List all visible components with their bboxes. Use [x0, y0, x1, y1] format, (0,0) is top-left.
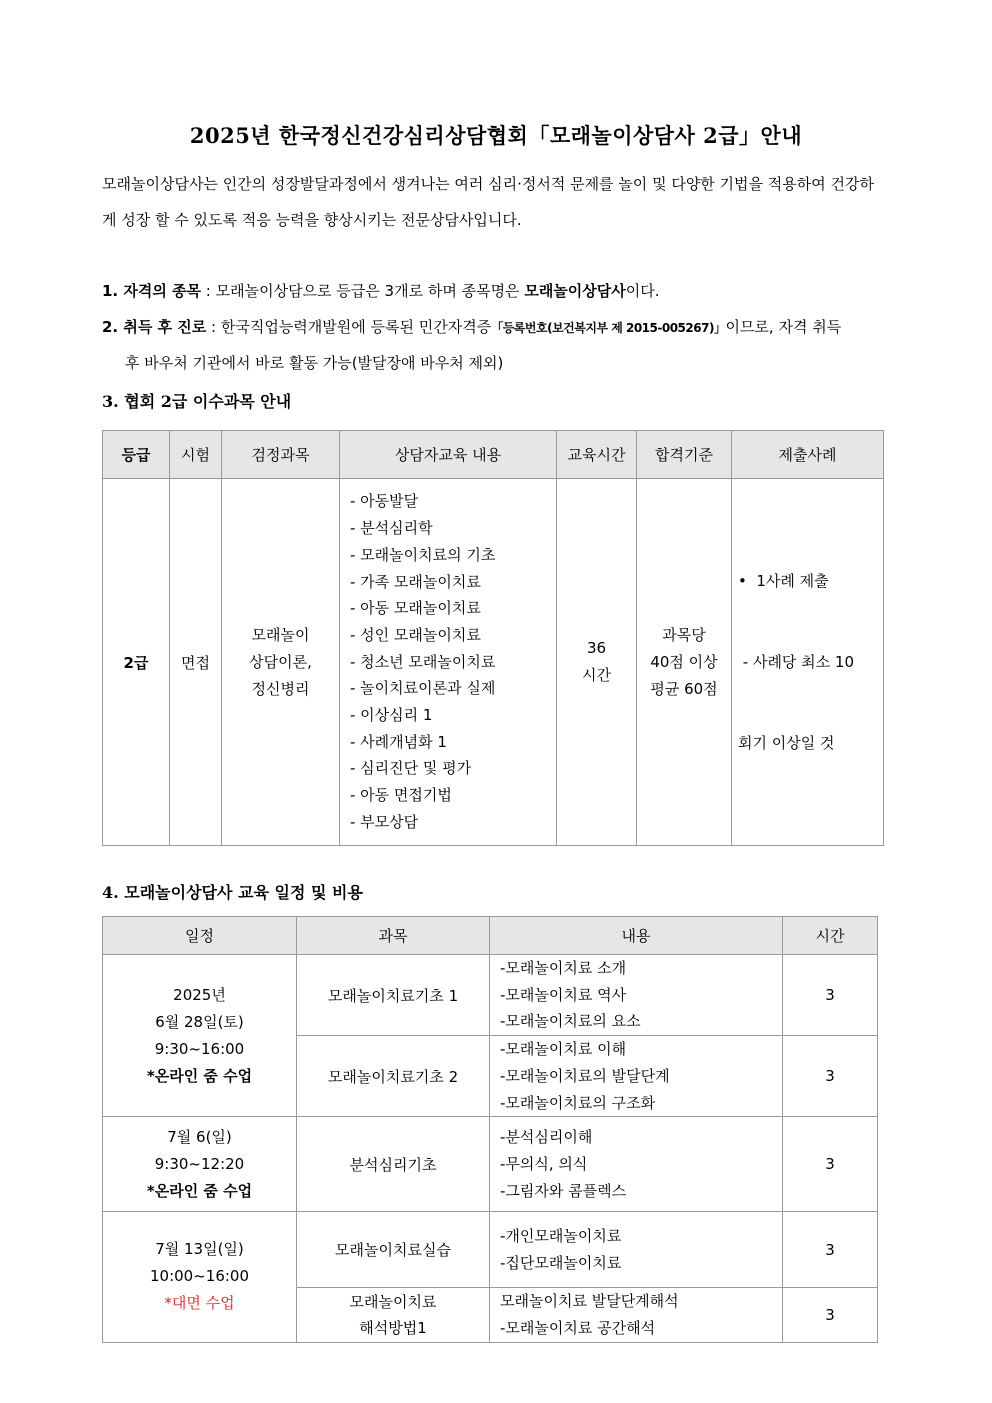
header-case: 제출사례 [732, 431, 884, 479]
list-item: -그림자와 콤플렉스 [500, 1181, 627, 1200]
pass-line: 평균 60점 [650, 679, 718, 698]
list-item: -모래놀이치료 소개 [500, 959, 627, 977]
grade-cell: 2급 [103, 479, 170, 846]
course-name: 해석방법1 [359, 1318, 427, 1337]
course-items [490, 955, 783, 1036]
list-item: - 이상심리 1 [350, 706, 433, 725]
list-item: - 심리진단 및 평가 [350, 759, 472, 778]
list-item: -모래놀이치료 공간해석 [500, 1318, 656, 1337]
course-name: 분석심리기초 [297, 1117, 490, 1212]
subject-line: 상담이론, [249, 652, 312, 671]
date-line: 2025년 [173, 985, 226, 1004]
header-course: 과목 [297, 917, 490, 955]
date-line: 9:30~12:20 [154, 1154, 245, 1173]
date-line: 10:00~16:00 [149, 1267, 250, 1286]
document-title: 2025년 한국정신건강심리상담협회「모래놀이상담사 2급」안내 [189, 123, 803, 148]
list-item: -모래놀이치료 역사 [500, 985, 627, 1004]
list-item: - 아동 모래놀이치료 [350, 599, 481, 618]
list-item: - 아동발달 [350, 492, 419, 511]
pass-criteria-cell [637, 479, 732, 846]
table-row [103, 1212, 878, 1288]
intro-paragraph: 모래놀이상담사는 인간의 성장발달과정에서 생겨나는 여러 심리·정서적 문제를 놀이 및 다양한 기법을 적용하여 건강하게 성장 할 수 있도록 적응 능력을 향상시키는 전문상담사입니다. [102, 175, 874, 229]
course-hours: 3 [783, 1288, 878, 1342]
registration-number: 「등록번호(보건복지부 제 2015-005267)」 [491, 321, 726, 335]
session-1-date-cell [103, 955, 297, 1117]
section-1-text-b: 이다. [625, 282, 660, 300]
case-line: 회기 이상일 것 [738, 733, 835, 752]
course-hours: 3 [783, 1036, 878, 1117]
list-item: -무의식, 의식 [500, 1154, 588, 1173]
list-item: - 아동 면접기법 [350, 786, 452, 805]
contents-list [340, 488, 556, 835]
list-item: - 청소년 모래놀이치료 [350, 652, 496, 671]
section-4-heading: 4. 모래놀이상담사 교육 일정 및 비용 [102, 883, 363, 902]
section-1-name: 모래놀이상담사 [524, 282, 626, 300]
course-name: 모래놀이치료실습 [297, 1212, 490, 1288]
course-hours: 3 [783, 1212, 878, 1288]
section-2-label: 2. 취득 후 진로 [102, 318, 207, 336]
list-item: -모래놀이치료의 구조화 [500, 1093, 656, 1112]
course-items [490, 1117, 783, 1212]
list-item: -모래놀이치료 이해 [500, 1040, 627, 1059]
section-3-heading: 3. 협회 2급 이수과목 안내 [102, 392, 292, 411]
course-hours: 3 [783, 955, 878, 1036]
list-item: - 모래놀이치료의 기초 [350, 545, 496, 564]
list-item: 모래놀이치료 발달단계해석 [500, 1292, 679, 1311]
list-item: - 놀이치료이론과 실제 [350, 679, 496, 698]
section-1-label: 1. 자격의 종목 [102, 282, 202, 300]
curriculum-header-row [103, 431, 884, 479]
course-hours: 3 [783, 1117, 878, 1212]
section-2-line-2: 후 바우처 기관에서 바로 활동 가능(발달장애 바우처 제외) [125, 354, 504, 372]
date-line: 9:30~16:00 [154, 1039, 245, 1058]
header-hours: 교육시간 [557, 431, 637, 479]
header-grade: 등급 [103, 431, 170, 479]
date-line: 6월 28일(토) [155, 1012, 244, 1031]
course-name: 모래놀이치료 [349, 1292, 437, 1311]
session-3-date-cell [103, 1212, 297, 1342]
header-content: 내용 [490, 917, 783, 955]
course-items [490, 1212, 783, 1288]
session-mode: *온라인 줌 수업 [146, 1066, 253, 1085]
header-pass: 합격기준 [637, 431, 732, 479]
case-line: • 1사례 제출 [738, 571, 829, 590]
section-2-text-b: 이므로, 자격 취득 [725, 318, 842, 336]
section-1-text-a: : 모래놀이상담으로 등급은 3개로 하며 종목명은 [201, 282, 525, 300]
pass-line: 과목당 [662, 625, 706, 644]
table-row [103, 1117, 878, 1212]
case-line: - 사례당 최소 10 [738, 652, 855, 671]
session-mode: *대면 수업 [164, 1294, 235, 1313]
exam-cell: 면접 [170, 479, 222, 846]
list-item: -개인모래놀이치료 [500, 1227, 622, 1246]
list-item: - 성인 모래놀이치료 [350, 625, 481, 644]
hours-line: 시간 [582, 666, 611, 684]
header-subject: 검정과목 [222, 431, 340, 479]
case-cell [732, 479, 884, 846]
header-time: 시간 [783, 917, 878, 955]
course-items [490, 1288, 783, 1342]
session-mode: *온라인 줌 수업 [146, 1181, 253, 1200]
pass-line: 40점 이상 [650, 652, 718, 671]
list-item: - 사례개념화 1 [350, 732, 447, 751]
section-2-career [102, 316, 887, 337]
list-item: -모래놀이치료의 요소 [500, 1012, 641, 1031]
section-2-text-a: : 한국직업능력개발원에 등록된 민간자격증 [206, 318, 492, 336]
hours-cell [557, 479, 637, 846]
list-item: -집단모래놀이치료 [500, 1253, 622, 1272]
header-date: 일정 [103, 917, 297, 955]
list-item: -모래놀이치료의 발달단계 [500, 1066, 670, 1085]
date-line: 7월 6(일) [167, 1127, 232, 1146]
course-name: 모래놀이치료기초 1 [297, 955, 490, 1036]
date-line: 7월 13일(일) [155, 1240, 244, 1259]
header-exam: 시험 [170, 431, 222, 479]
contents-cell [340, 479, 557, 846]
subject-line: 모래놀이 [251, 625, 310, 644]
course-name: 모래놀이치료기초 2 [297, 1036, 490, 1117]
header-contents: 상담자교육 내용 [340, 431, 557, 479]
session-2-date-cell [103, 1117, 297, 1212]
curriculum-table [102, 430, 884, 846]
course-items [490, 1036, 783, 1117]
list-item: -분석심리이해 [500, 1128, 593, 1147]
course-name-cell [297, 1288, 490, 1342]
list-item: - 부모상담 [350, 812, 419, 831]
subject-cell [222, 479, 340, 846]
table-row [103, 955, 878, 1036]
subject-line: 정신병리 [251, 679, 310, 698]
schedule-header-row [103, 917, 878, 955]
hours-line: 36 [586, 639, 607, 657]
list-item: - 분석심리학 [350, 519, 433, 538]
schedule-table [102, 916, 878, 1343]
list-item: - 가족 모래놀이치료 [350, 572, 481, 591]
section-1-qualification [102, 280, 660, 301]
curriculum-row-2 [103, 479, 884, 846]
